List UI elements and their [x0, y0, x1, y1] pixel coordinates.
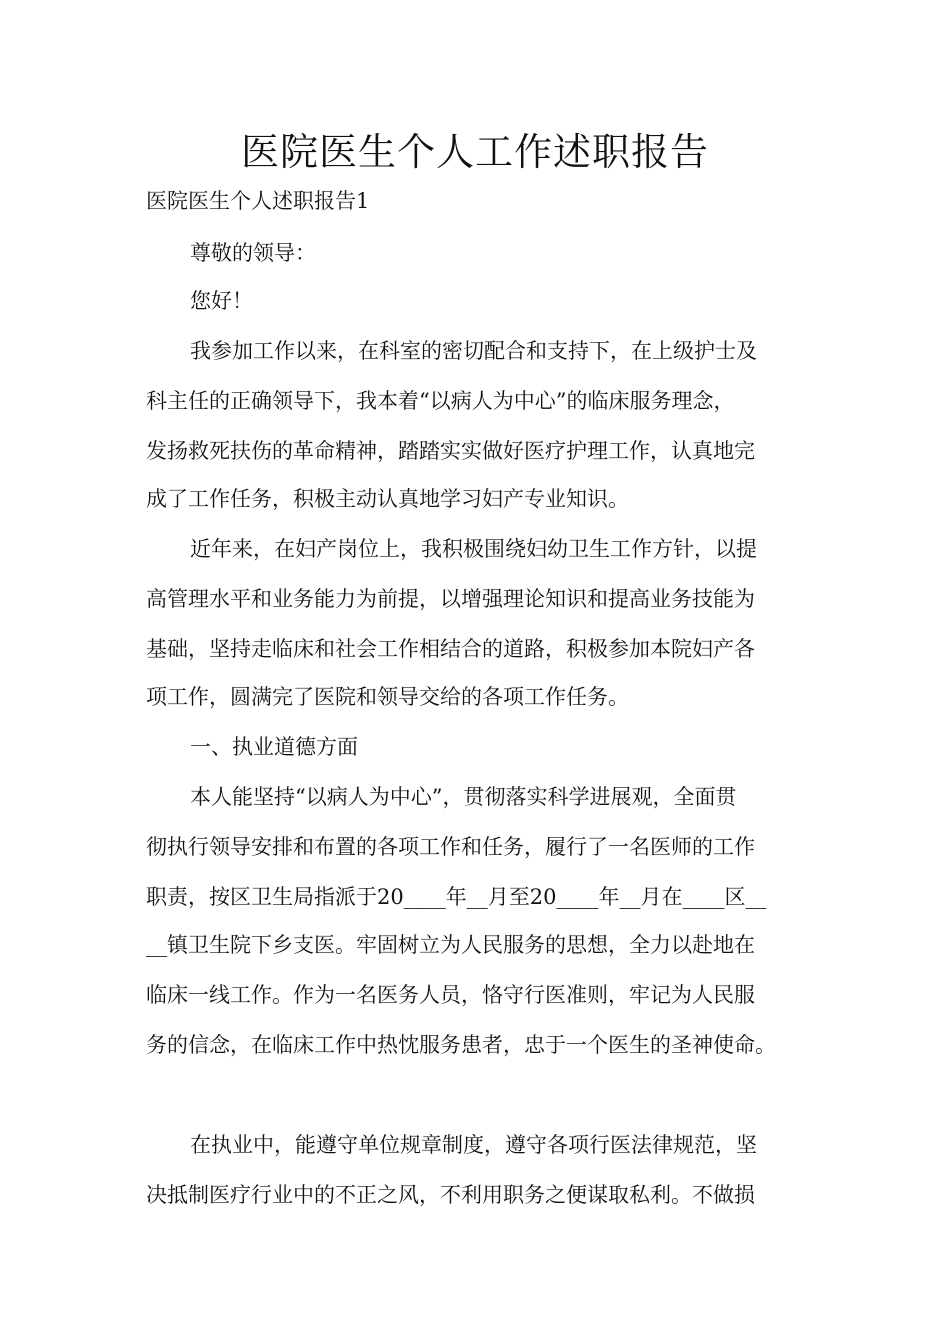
paragraph-line: 近年来，在妇产岗位上，我积极围绕妇幼卫生工作方针，以提 [190, 537, 757, 561]
section-heading: 一、执业道德方面 [190, 735, 358, 759]
document-subtitle: 医院医生个人述职报告1 [146, 189, 370, 213]
paragraph-line: 职责，按区卫生局指派于20____年__月至20____年__月在____区__ [146, 885, 767, 909]
paragraph-line: 彻执行领导安排和布置的各项工作和任务，履行了一名医师的工作 [146, 835, 755, 859]
paragraph-line: 决抵制医疗行业中的不正之风，不利用职务之便谋取私利。不做损 [146, 1183, 755, 1207]
greeting: 您好！ [190, 289, 253, 313]
paragraph-line: 本人能坚持“以病人为中心”，贯彻落实科学进展观，全面贯 [190, 785, 737, 809]
paragraph-line: 科主任的正确领导下，我本着“以病人为中心”的临床服务理念， [146, 389, 735, 413]
paragraph-line: 高管理水平和业务能力为前提，以增强理论知识和提高业务技能为 [146, 587, 755, 611]
salutation: 尊敬的领导： [190, 241, 316, 265]
paragraph-line: 成了工作任务，积极主动认真地学习妇产专业知识。 [146, 487, 629, 511]
paragraph-line: 务的信念，在临床工作中热忱服务患者，忠于一个医生的圣神使命。 [146, 1033, 776, 1057]
paragraph-line: 发扬救死扶伤的革命精神，踏踏实实做好医疗护理工作，认真地完 [146, 439, 755, 463]
paragraph-line: __镇卫生院下乡支医。牢固树立为人民服务的思想，全力以赴地在 [146, 933, 755, 957]
paragraph-line: 项工作，圆满完了医院和领导交给的各项工作任务。 [146, 685, 629, 709]
paragraph-line: 在执业中，能遵守单位规章制度，遵守各项行医法律规范，坚 [190, 1133, 757, 1157]
paragraph-line: 基础，坚持走临床和社会工作相结合的道路，积极参加本院妇产各 [146, 637, 755, 661]
paragraph-line: 临床一线工作。作为一名医务人员，恪守行医准则，牢记为人民服 [146, 983, 755, 1007]
document-title: 医院医生个人工作述职报告 [240, 130, 709, 174]
paragraph-line: 我参加工作以来，在科室的密切配合和支持下，在上级护士及 [190, 339, 757, 363]
